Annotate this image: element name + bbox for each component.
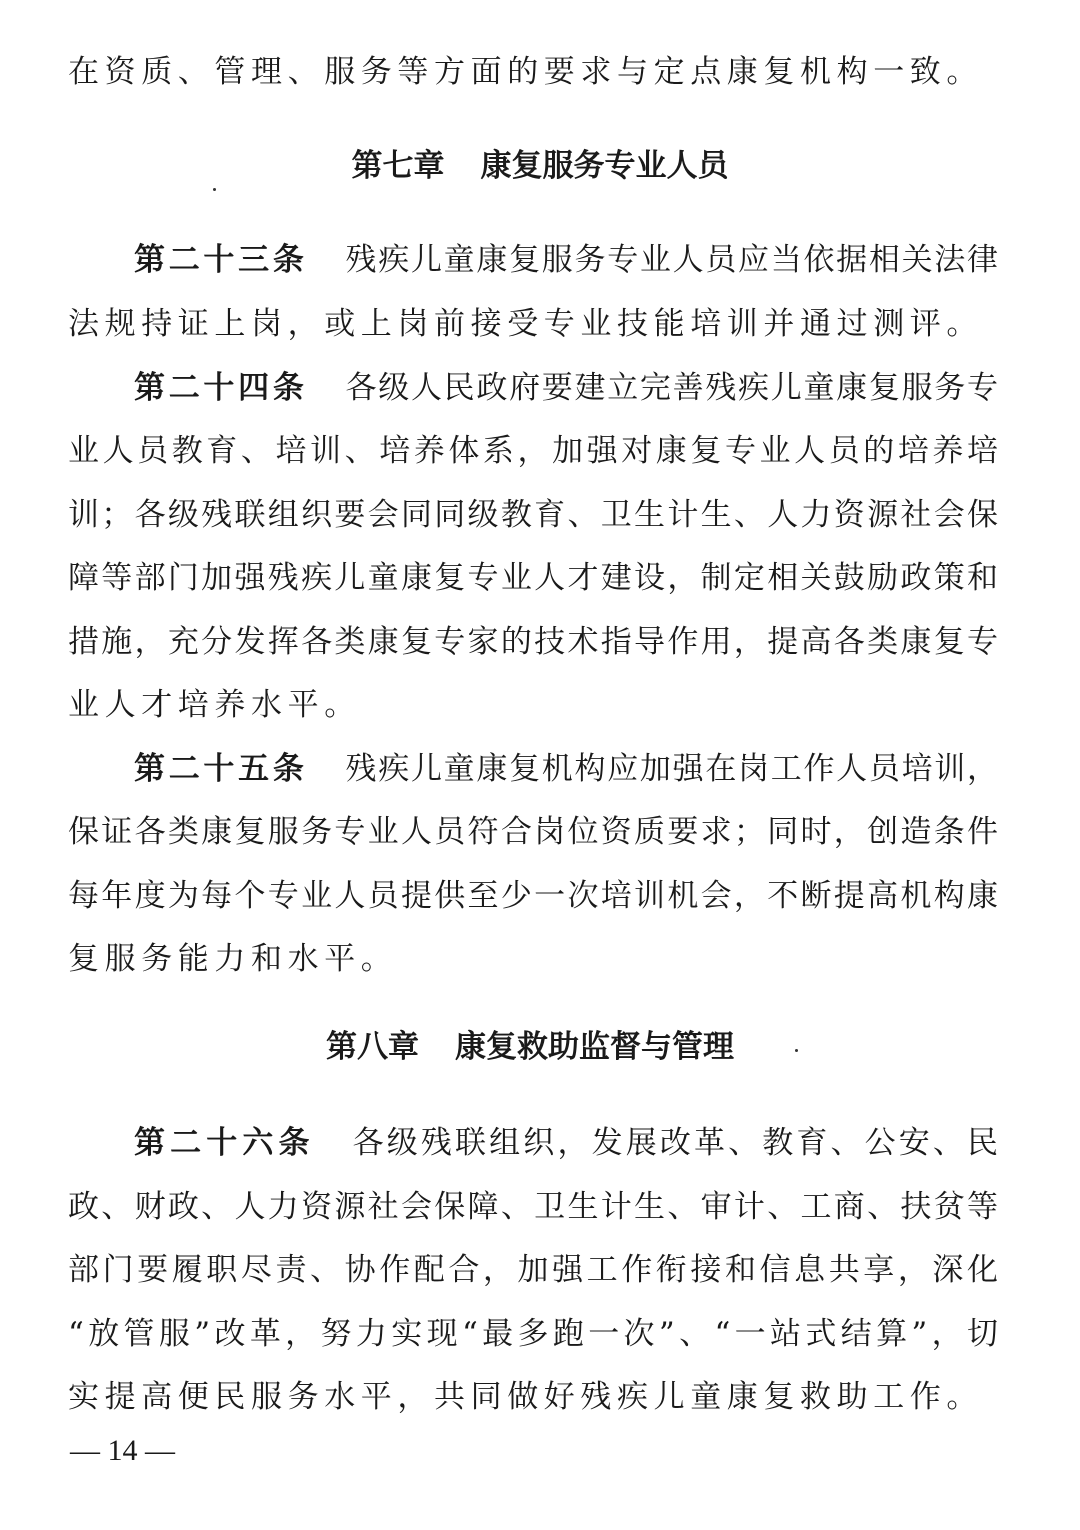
article-label: 第二十三条	[134, 242, 308, 278]
chapter-number: 第七章	[351, 148, 445, 184]
text-line: 训；各级残联组织要会同同级教育、卫生计生、人力资源社会保	[68, 497, 998, 533]
scan-speck	[795, 1049, 798, 1052]
chapter-title: 康复救助监督与管理	[455, 1029, 734, 1065]
chapter-heading	[0, 143, 1080, 189]
article-text: 残疾儿童康复机构应加强在岗工作人员培训，	[345, 751, 999, 787]
article-label: 第二十六条	[134, 1125, 315, 1161]
article-first-line	[134, 1121, 998, 1165]
chapter-number: 第八章	[326, 1029, 419, 1065]
article-label: 第二十四条	[134, 370, 308, 406]
article-text: 残疾儿童康复服务专业人员应当依据相关法律	[345, 242, 999, 278]
text-line: 部门要履职尽责、协作配合，加强工作衔接和信息共享，深化	[68, 1252, 998, 1288]
chapter-title: 康复服务专业人员	[480, 148, 729, 184]
text-line: “放管服”改革，努力实现“最多跑一次”、“一站式结算”，切	[68, 1316, 998, 1352]
article-text: 各级人民政府要建立完善残疾儿童康复服务专	[345, 370, 999, 406]
scan-speck	[213, 188, 216, 191]
text-line: 每年度为每个专业人员提供至少一次培训机会，不断提高机构康	[68, 878, 998, 914]
text-line: 复服务能力和水平。	[68, 941, 398, 977]
article-first-line	[134, 366, 998, 410]
article-first-line	[134, 238, 998, 282]
text-line: 保证各类康复服务专业人员符合岗位资质要求；同时，创造条件	[68, 814, 998, 850]
text-line: 障等部门加强残疾儿童康复专业人才建设，制定相关鼓励政策和	[68, 560, 998, 596]
text-line: 政、财政、人力资源社会保障、卫生计生、审计、工商、扶贫等	[68, 1189, 998, 1225]
article-first-line	[134, 747, 998, 791]
page-number: — 14 —	[70, 1434, 175, 1467]
text-line: 实提高便民服务水平，共同做好残疾儿童康复救助工作。	[68, 1379, 983, 1415]
article-text: 各级残联组织，发展改革、教育、公安、民	[352, 1125, 999, 1161]
text-line: 业人才培养水平。	[68, 687, 361, 723]
text-line: 业人员教育、培训、培养体系，加强对康复专业人员的培养培	[68, 433, 998, 469]
text-line: 在资质、管理、服务等方面的要求与定点康复机构一致。	[68, 54, 983, 90]
text-line: 法规持证上岗，或上岗前接受专业技能培训并通过测评。	[68, 306, 983, 342]
article-label: 第二十五条	[134, 751, 308, 787]
chapter-heading	[0, 1024, 1070, 1070]
text-line: 措施，充分发挥各类康复专家的技术指导作用，提高各类康复专	[68, 624, 998, 660]
